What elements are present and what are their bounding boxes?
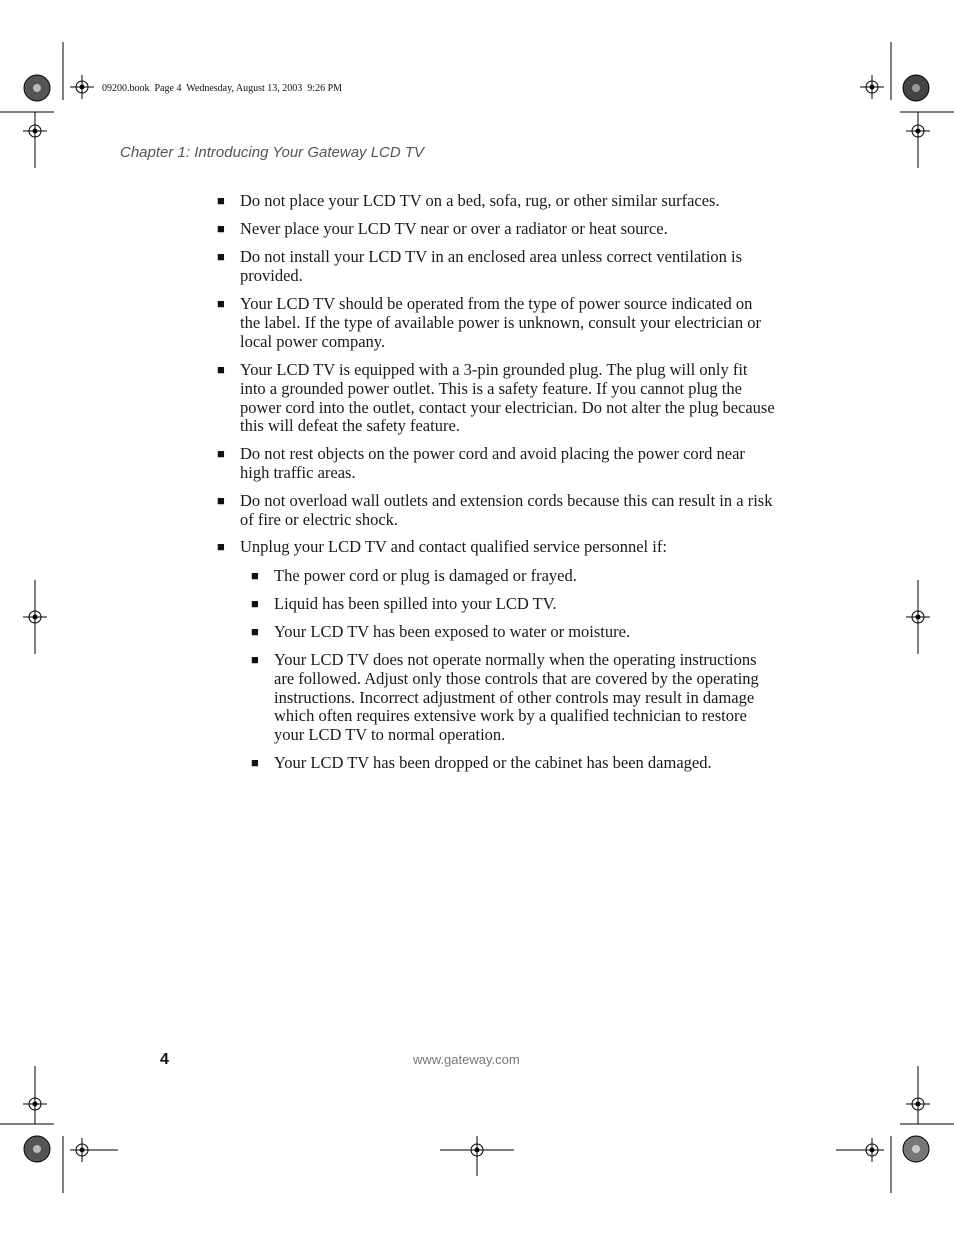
list-item (217, 444, 776, 483)
square-bullet-icon: ■ (217, 539, 225, 554)
list-item-text: Your LCD TV should be operated from the type of power source indicated on the label. If the type of available power is unknown, consult your electrician or local power company. (240, 294, 761, 351)
square-bullet-icon: ■ (217, 296, 225, 311)
list-item-text: Never place your LCD TV near or over a radiator or heat source. (240, 219, 668, 238)
square-bullet-icon: ■ (217, 362, 225, 377)
list-item (217, 491, 776, 530)
list-item (217, 247, 776, 286)
list-item-text: Unplug your LCD TV and contact qualified service personnel if: (240, 537, 667, 556)
square-bullet-icon: ■ (217, 493, 225, 508)
page-number: 4 (160, 1051, 169, 1068)
square-bullet-icon: ■ (217, 193, 225, 208)
list-item (217, 219, 776, 239)
square-bullet-icon: ■ (251, 568, 259, 583)
sub-list-item (251, 753, 776, 773)
list-item (217, 537, 776, 557)
sub-list-item-text: Liquid has been spilled into your LCD TV. (274, 594, 557, 613)
sub-list-item-text: Your LCD TV has been exposed to water or moisture. (274, 622, 631, 641)
sub-list-item (251, 594, 776, 614)
list-item-text: Do not install your LCD TV in an enclosed area unless correct ventilation is provided. (240, 247, 743, 285)
sub-list-item (251, 622, 776, 642)
square-bullet-icon: ■ (251, 755, 259, 770)
chapter-title: Chapter 1: Introducing Your Gateway LCD TV (120, 144, 425, 161)
square-bullet-icon: ■ (251, 596, 259, 611)
list-item-text: Do not overload wall outlets and extension cords because this can result in a risk of fire or electric shock. (240, 491, 773, 529)
list-item (217, 191, 776, 211)
list-item-text: Do not place your LCD TV on a bed, sofa, rug, or other similar surfaces. (240, 191, 720, 210)
square-bullet-icon: ■ (217, 249, 225, 264)
sub-list-item (251, 566, 776, 586)
square-bullet-icon: ■ (217, 221, 225, 236)
list-item-text: Your LCD TV is equipped with a 3-pin grounded plug. The plug will only fit into a grounded power outlet. This is a safety feature. If you cannot plug the power cord into the outlet, contact your electrician. Do not alter the plug because this will defeat the safety feature. (240, 360, 775, 436)
printer-slug: 09200.book Page 4 Wednesday, August 13, 2003 9:26 PM (102, 83, 343, 94)
sub-list-item-text: The power cord or plug is damaged or frayed. (274, 566, 577, 585)
sub-list-item-text: Your LCD TV does not operate normally when the operating instructions are followed. Adjust only those controls that are covered by the operating instructions. Incorrect adjustment of other controls may result in damage which often requires extensive work by a qualified technician to restore your LCD TV to normal operation. (274, 650, 759, 745)
footer-url: www.gateway.com (413, 1052, 520, 1067)
list-item (217, 294, 776, 351)
square-bullet-icon: ■ (251, 652, 259, 667)
list-item (217, 360, 776, 436)
sub-list-item (251, 650, 776, 745)
square-bullet-icon: ■ (217, 446, 225, 461)
list-item-text: Do not rest objects on the power cord and avoid placing the power cord near high traffic areas. (240, 444, 745, 482)
square-bullet-icon: ■ (251, 624, 259, 639)
sub-list-item-text: Your LCD TV has been dropped or the cabinet has been damaged. (274, 753, 712, 772)
